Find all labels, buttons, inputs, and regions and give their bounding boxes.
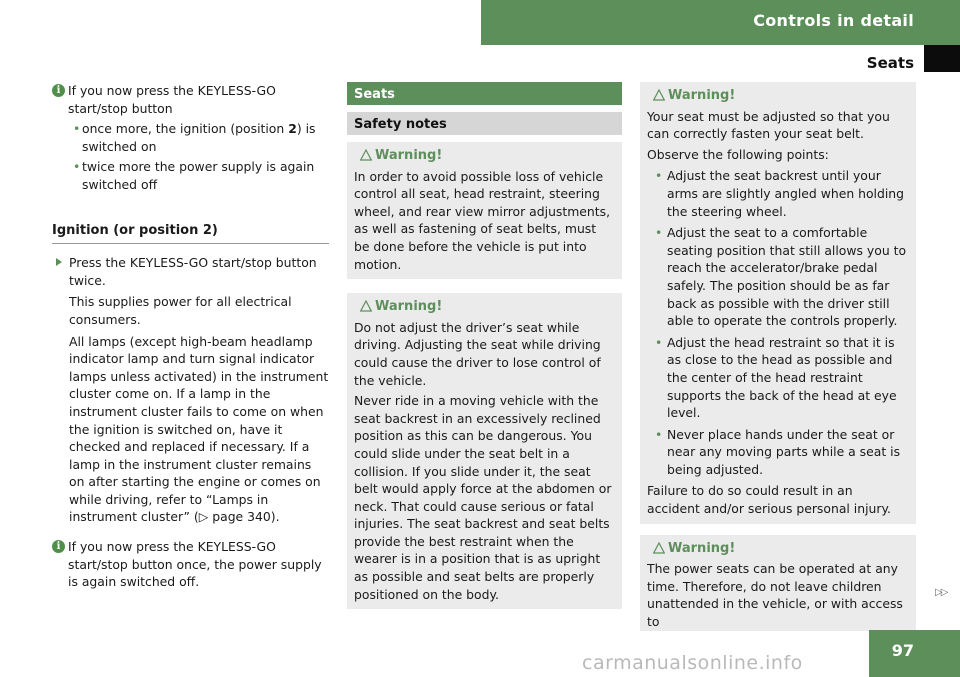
info-note-1-text: If you now press the KEYLESS-GO start/stop button bbox=[68, 83, 276, 116]
list-item: • Adjust the head restraint so that it is as close to the head as possible and the center of the head restraint supports the back of the head at eye level. bbox=[647, 334, 909, 422]
warning-box bbox=[347, 142, 622, 279]
page-reference-link[interactable]: ▷ page 340 bbox=[198, 509, 271, 525]
page-number: 97 bbox=[891, 641, 914, 660]
subsection-bar-safety-notes: Safety notes bbox=[347, 112, 622, 135]
warning-label: Warning! bbox=[375, 299, 443, 315]
section-title: Seats bbox=[866, 54, 914, 72]
step-text: Press the KEYLESS-GO start/stop button twice. bbox=[69, 255, 317, 288]
info-icon: i bbox=[52, 540, 65, 553]
warning-label: Warning! bbox=[375, 148, 443, 163]
paragraph-text: ). bbox=[270, 509, 280, 525]
warning-text: Your seat must be adjusted so that you can correctly fasten your seat belt. bbox=[647, 108, 890, 142]
column-left bbox=[52, 82, 329, 593]
warning-title bbox=[354, 147, 615, 165]
warning-text: The power seats can be operated at any time. Therefore, do not leave children unattended in the vehicle, or with access to bbox=[647, 561, 903, 630]
list-item-text: ) is switched on bbox=[82, 121, 316, 154]
warning-label: Warning! bbox=[668, 540, 736, 556]
warning-box bbox=[347, 293, 622, 609]
list-item bbox=[52, 120, 329, 155]
warning-triangle-icon bbox=[360, 300, 372, 312]
list-item: • Adjust the seat backrest until your arms are slightly angled when holding the steering wheel. bbox=[647, 167, 909, 220]
column-middle bbox=[347, 82, 622, 609]
paragraph bbox=[52, 333, 329, 527]
continued-arrow-icon: ▷▷ bbox=[935, 587, 947, 598]
warning-triangle-icon bbox=[653, 542, 665, 554]
warning-label: Warning! bbox=[668, 88, 736, 103]
warning-text: Do not adjust the driver’s seat while driving. Adjusting the seat while driving could cause the driver to lose control of the vehicle. bbox=[354, 319, 601, 388]
warning-title bbox=[647, 87, 909, 105]
position-number: 2 bbox=[288, 121, 297, 137]
list-item-text: once more, the ignition (position bbox=[82, 121, 289, 137]
warning-text: In order to avoid possible loss of vehicle control all seat, head restraint, steering wheel, and rear view mirror adjustments, as well as fastening of seat belts, must be done before the vehicle is put into motion. bbox=[354, 168, 611, 272]
page-number-box bbox=[869, 630, 960, 677]
list-item: • twice more the power supply is again switched off bbox=[52, 158, 329, 193]
info-note-2 bbox=[52, 538, 329, 591]
warning-text: Observe the following points: bbox=[647, 146, 829, 162]
paragraph: This supplies power for all electrical consumers. bbox=[69, 294, 292, 327]
info-icon: i bbox=[52, 84, 65, 97]
warning-box bbox=[640, 535, 916, 631]
warning-title bbox=[354, 298, 615, 316]
list-item: • Never place hands under the seat or near any moving parts while a seat is being adjusted. bbox=[647, 426, 909, 479]
step-arrow-icon bbox=[56, 258, 62, 266]
warning-text: Never ride in a moving vehicle with the seat backrest in an excessively reclined position as this can be dangerous. You could slide under the seat belt in a collision. If you slide under it, the seat belt would apply force at the abdomen or neck. That could cause serious or fatal injuries. The seat backrest and seat belts provide the best restraint when the wearer is in a position that is as upright as possible and seat belts are properly positioned on the body. bbox=[354, 393, 612, 602]
info-note-1 bbox=[52, 82, 329, 117]
warning-triangle-icon bbox=[653, 89, 665, 101]
column-right bbox=[640, 82, 916, 631]
warning-title bbox=[647, 540, 909, 558]
info-note-2-text: If you now press the KEYLESS-GO start/stop button once, the power supply is again switched off. bbox=[68, 539, 322, 590]
subheading-ignition: Ignition (or position 2) bbox=[52, 222, 329, 245]
list-item: • Adjust the seat to a comfortable seating position that still allows you to reach the accelerator/brake pedal safely. The position should be as far back as possible with the driver still able to operate the controls properly. bbox=[647, 224, 909, 330]
watermark: carmanualsonline.info bbox=[582, 652, 803, 674]
step-instruction bbox=[52, 254, 329, 289]
warning-triangle-icon bbox=[360, 149, 372, 161]
section-bar-seats: Seats bbox=[347, 82, 622, 105]
paragraph-text: All lamps (except high-beam headlamp indicator lamp and turn signal indicator lamps unless activated) in the instrument cluster come on. If a lamp in the instrument cluster fails to come on when the ignition is switched on, have it checked and replaced if necessary. If a lamp in the instrument cluster remains on after starting the engine or comes on while driving, refer to “Lamps in instrument cluster” ( bbox=[69, 333, 329, 525]
chapter-title: Controls in detail bbox=[753, 11, 914, 30]
section-marker bbox=[924, 45, 960, 72]
warning-box bbox=[640, 82, 916, 524]
warning-text: Failure to do so could result in an accident and/or serious personal injury. bbox=[647, 483, 891, 517]
